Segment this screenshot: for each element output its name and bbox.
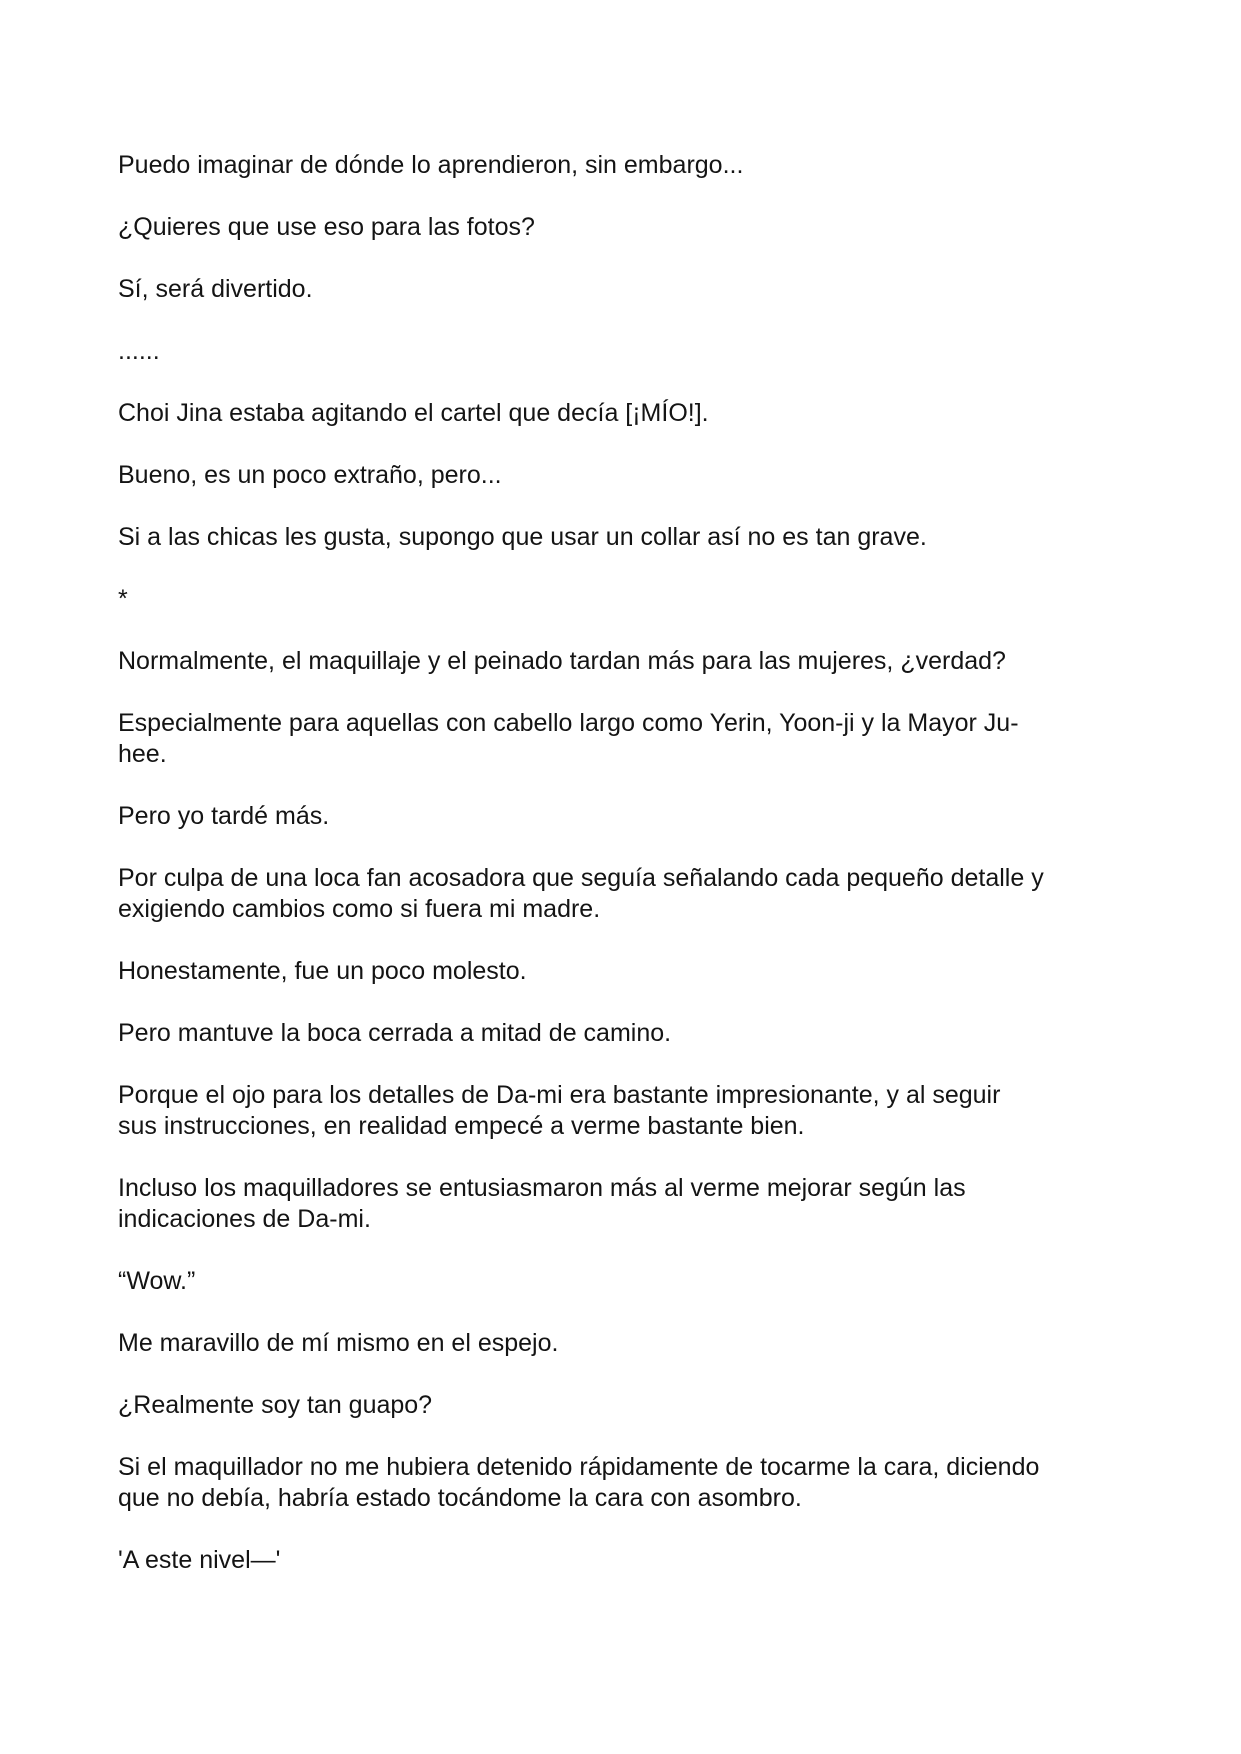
text-line: ......: [118, 337, 160, 365]
paragraph: [118, 460, 1128, 491]
paragraph: [118, 1452, 1128, 1514]
text-line: Incluso los maquilladores se entusiasmaron más al verme mejorar según las: [118, 1174, 966, 1202]
text-line: *: [118, 585, 128, 613]
text-line: “Wow.”: [118, 1267, 196, 1295]
text-line: que no debía, habría estado tocándome la cara con asombro.: [118, 1484, 802, 1512]
text-line: ¿Quieres que use eso para las fotos?: [118, 213, 535, 241]
text-line: Choi Jina estaba agitando el cartel que decía [¡MÍO!].: [118, 399, 709, 427]
text-line: Honestamente, fue un poco molesto.: [118, 957, 527, 985]
text-line: Si a las chicas les gusta, supongo que usar un collar así no es tan grave.: [118, 523, 927, 551]
text-line: indicaciones de Da-mi.: [118, 1205, 371, 1233]
text-line: Pero yo tardé más.: [118, 802, 330, 830]
text-line: Sí, será divertido.: [118, 275, 313, 303]
paragraph: [118, 1173, 1128, 1235]
text-line: Puedo imaginar de dónde lo aprendieron, sin embargo...: [118, 151, 744, 179]
text-line: Me maravillo de mí mismo en el espejo.: [118, 1329, 559, 1357]
text-line: Especialmente para aquellas con cabello largo como Yerin, Yoon-ji y la Mayor Ju-: [118, 709, 1019, 737]
text-line: Normalmente, el maquillaje y el peinado tardan más para las mujeres, ¿verdad?: [118, 647, 1006, 675]
paragraph: [118, 336, 1128, 367]
text-line: sus instrucciones, en realidad empecé a verme bastante bien.: [118, 1112, 805, 1140]
paragraph: [118, 1390, 1128, 1421]
paragraph: [118, 584, 1128, 615]
text-line: Porque el ojo para los detalles de Da-mi era bastante impresionante, y al seguir: [118, 1081, 1001, 1109]
paragraph: [118, 1080, 1128, 1142]
paragraph: [118, 522, 1128, 553]
text-line: 'A este nivel—': [118, 1546, 281, 1574]
paragraph: [118, 274, 1128, 305]
paragraph: [118, 1328, 1128, 1359]
paragraph: [118, 150, 1128, 181]
text-line: Si el maquillador no me hubiera detenido rápidamente de tocarme la cara, diciendo: [118, 1453, 1040, 1481]
paragraph: [118, 646, 1128, 677]
text-line: exigiendo cambios como si fuera mi madre.: [118, 895, 601, 923]
text-line: ¿Realmente soy tan guapo?: [118, 1391, 433, 1419]
text-line: Por culpa de una loca fan acosadora que seguía señalando cada pequeño detalle y: [118, 864, 1044, 892]
text-line: Bueno, es un poco extraño, pero...: [118, 461, 502, 489]
paragraph: [118, 956, 1128, 987]
paragraph: [118, 398, 1128, 429]
paragraph: [118, 1545, 1128, 1576]
paragraph: [118, 212, 1128, 243]
paragraph: [118, 863, 1128, 925]
paragraph: [118, 801, 1128, 832]
paragraph: [118, 1018, 1128, 1049]
paragraph: [118, 708, 1128, 770]
text-line: hee.: [118, 740, 167, 768]
paragraph: [118, 1266, 1128, 1297]
text-line: Pero mantuve la boca cerrada a mitad de camino.: [118, 1019, 672, 1047]
